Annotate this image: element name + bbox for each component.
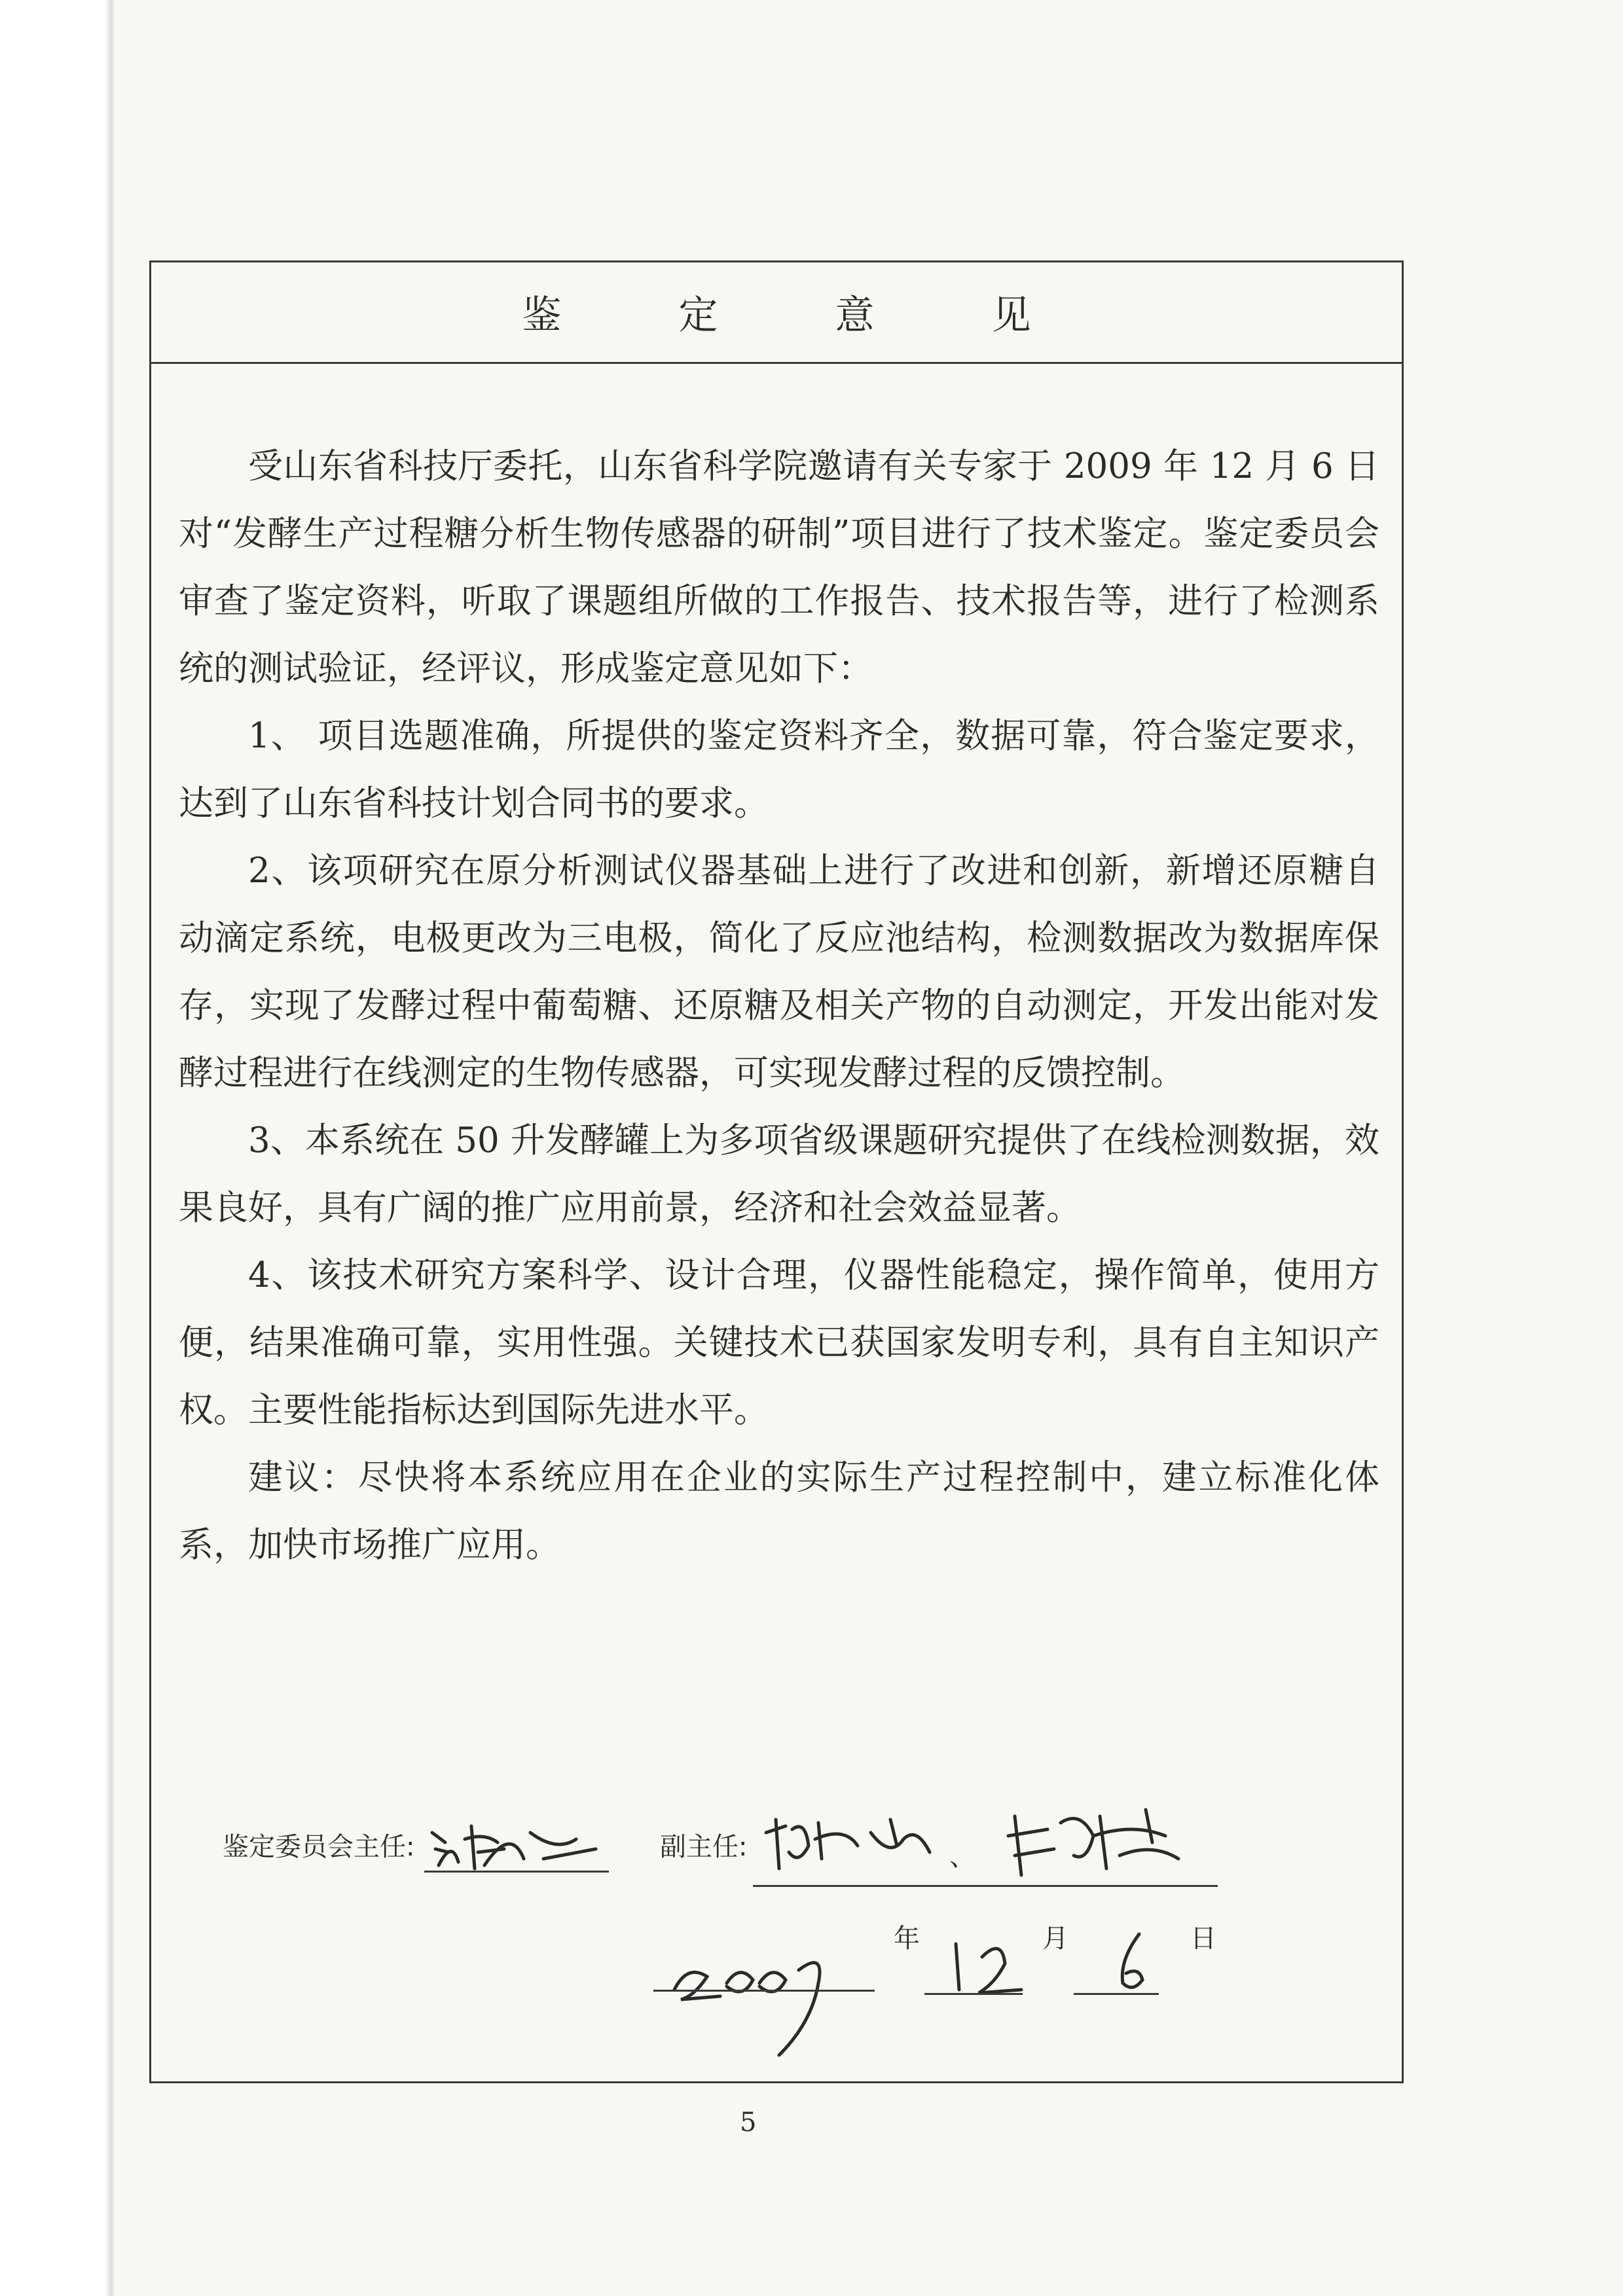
handwritten-year	[661, 1924, 884, 2068]
chair-label: 鉴定委员会主任:	[223, 1832, 415, 1862]
vice-chair-signature-2	[1002, 1797, 1211, 1888]
handwritten-day	[1100, 1928, 1165, 2000]
paragraph-intro: 受山东省科技厅委托，山东省科学院邀请有关专家于 2009 年 12 月 6 日对“发酵生产过程糖分析生物传感器的研制”项目进行了技术鉴定。鉴定委员会审查了鉴定资料，听取了课题组所做的工作报告、技术报告等，进行了检测系统的测试验证，经评议，形成鉴定意见如下：	[179, 446, 1379, 689]
day-label: 日	[1190, 1924, 1216, 1954]
paragraph-2: 2、该项研究在原分析测试仪器基础上进行了改进和创新，新增还原糖自动滴定系统，电极更改为三电极，简化了反应池结构，检测数据改为数据库保存，实现了发酵过程中葡萄糖、还原糖及相关产物的自动测定，开发出能对发酵过程进行在线测定的生物传感器，可实现发酵过程的反馈控制。	[179, 851, 1379, 1093]
signature-separator: 、	[949, 1842, 976, 1872]
paragraph-4: 4、该技术研究方案科学、设计合理，仪器性能稳定，操作简单，使用方便，结果准确可靠，实用性强。关键技术已获国家发明专利，具有自主知识产权。主要性能指标达到国际先进水平。	[179, 1255, 1379, 1430]
handwritten-month	[943, 1931, 1041, 1996]
paragraph-3: 3、本系统在 50 升发酵罐上为多项省级课题研究提供了在线检测数据，效果良好，具有广阔的推广应用前景，经济和社会效益显著。	[179, 1121, 1379, 1228]
month-label: 月	[1042, 1924, 1068, 1954]
chair-signature	[426, 1813, 609, 1878]
page-number: 5	[740, 2108, 757, 2138]
paragraph-1: 1、 项目选题准确，所提供的鉴定资料齐全，数据可靠，符合鉴定要求，达到了山东省科技计划合同书的要求。	[179, 716, 1379, 823]
year-label: 年	[894, 1924, 920, 1954]
month-line	[924, 1993, 1023, 1995]
scan-edge	[0, 0, 115, 2296]
vice-chair-label: 副主任:	[660, 1832, 748, 1862]
frame-header	[151, 262, 1402, 364]
vice-chair-signature-1	[759, 1806, 969, 1878]
day-line	[1074, 1993, 1159, 1995]
page-title: 鉴 定 意 见	[522, 293, 1084, 338]
paragraph-suggestion: 建议：尽快将本系统应用在企业的实际生产过程控制中，建立标准化体系，加快市场推广应用。	[179, 1458, 1379, 1565]
appraisal-body	[179, 433, 1379, 1579]
year-line	[653, 1990, 875, 1992]
